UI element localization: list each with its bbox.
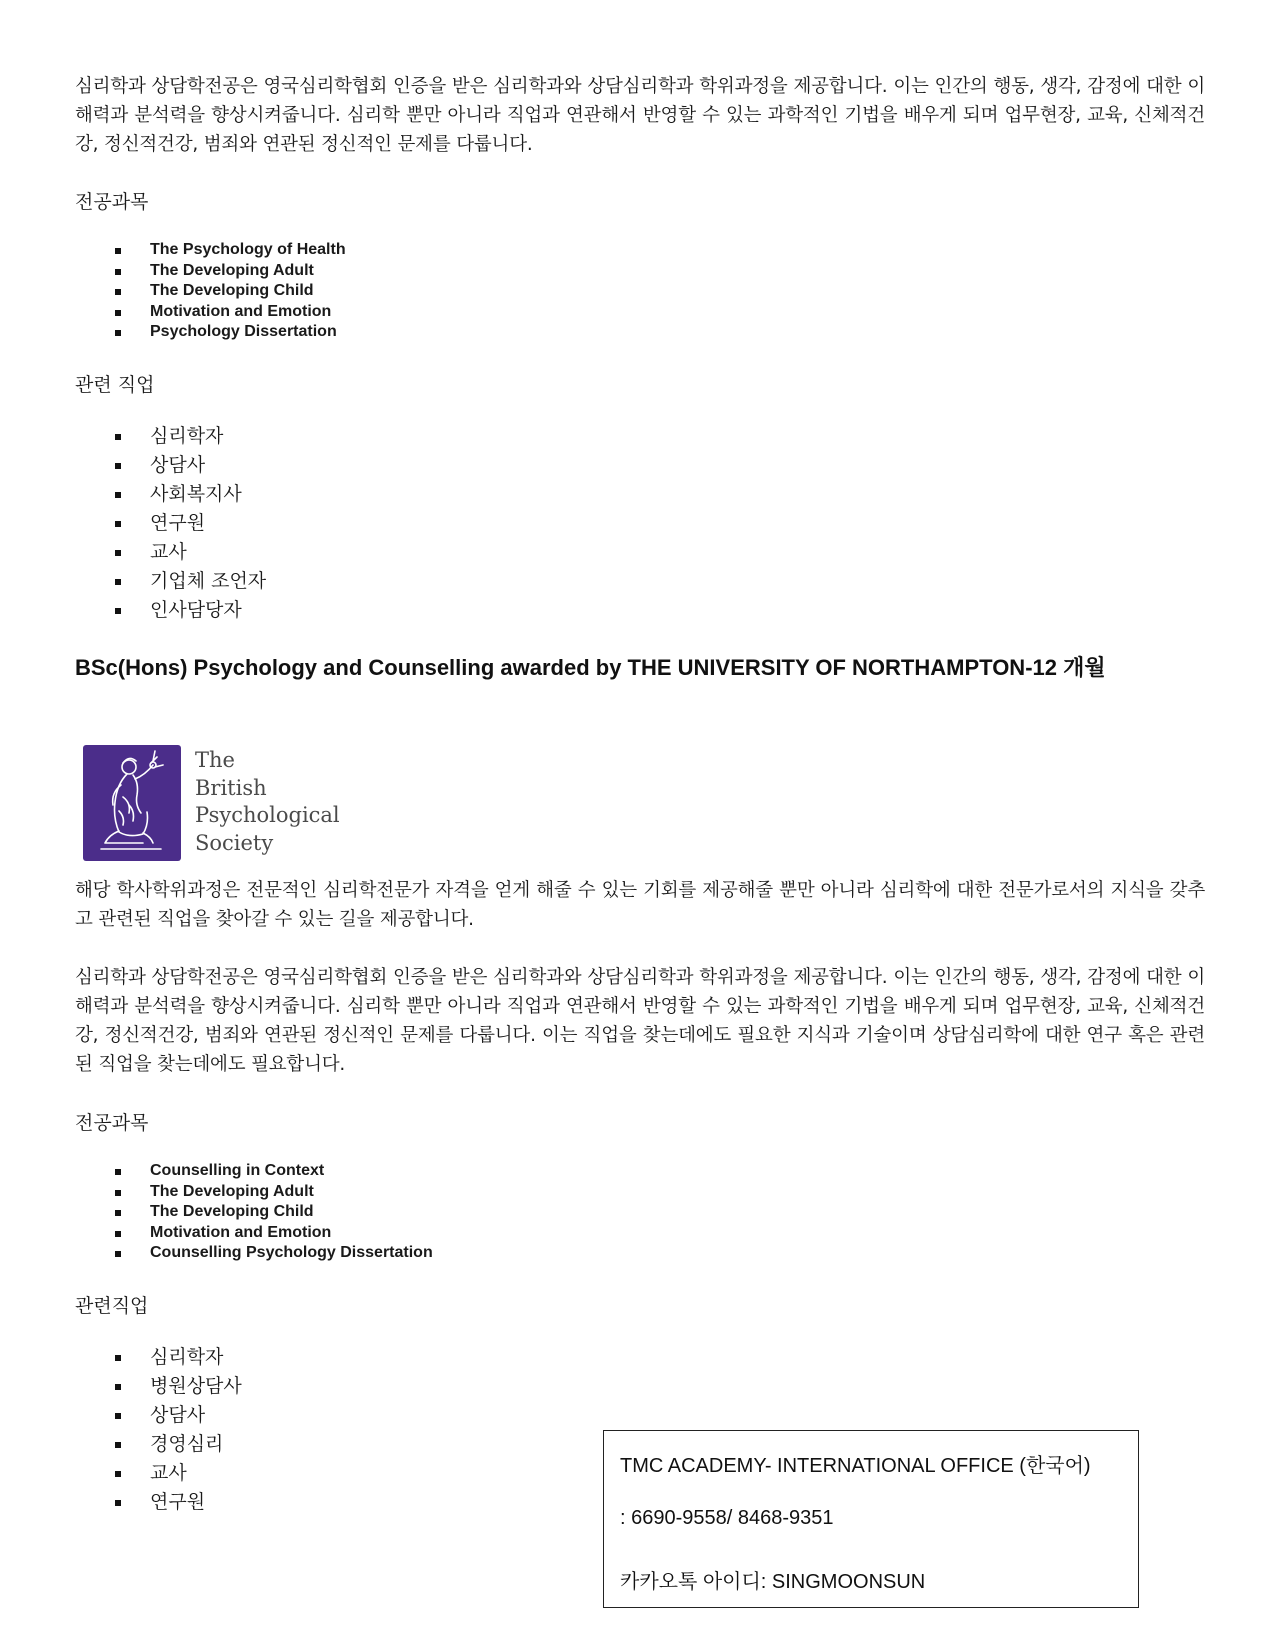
list-item: The Developing Child [75,281,1205,302]
office-name: TMC ACADEMY- INTERNATIONAL OFFICE (한국어) [620,1455,1091,1477]
list-item: Counselling Psychology Dissertation [75,1243,1205,1264]
list-item: Counselling in Context [75,1161,1205,1182]
list-item: The Developing Adult [75,1182,1205,1203]
job-list [75,422,1205,625]
list-item: 심리학자 [75,422,1205,451]
course-list [75,240,1205,343]
list-item: 연구원 [75,1488,1205,1517]
list-item: 심리학자 [75,1343,1205,1372]
list-item: 사회복지사 [75,480,1205,509]
list-item: The Developing Child [75,1202,1205,1223]
list-item: 기업체 조언자 [75,567,1205,596]
program-heading: BSc(Hons) Psychology and Counselling awarded by THE UNIVERSITY OF NORTHAMPTON-12 개월 [75,654,1106,680]
bps-logo-wordmark: The British Psychological Society [195,748,340,855]
program-paragraph: 해당 학사학위과정은 전문적인 심리학전문가 자격을 얻게 해줄 수 있는 기회를 제공해줄 뿐만 아니라 심리학에 대한 전문가로서의 지식을 갖추고 관련된 직업을 찾아갈 수 있는 길을 제공합니다. [75,879,1205,930]
list-item: 연구원 [75,509,1205,538]
list-item: 교사 [75,538,1205,567]
list-item: 상담사 [75,451,1205,480]
list-item: 상담사 [75,1401,1205,1430]
jobs-label: 관련 직업 [75,373,155,396]
intro-paragraph: 심리학과 상담학전공은 영국심리학협회 인증을 받은 심리학과와 상담심리학과 학위과정을 제공합니다. 이는 인간의 행동, 생각, 감정에 대한 이해력과 분석력을 향상시켜줍니다. 심리학 뿐만 아니라 직업과 연관해서 반영할 수 있는 과학적인 기법을 배우게 되며 업무현장, 교육, 신체적건강, 정신적건강, 범죄와 연관된 정신적인 문제를 다룹니다. [75,76,1205,155]
kakao-id: 카카오톡 아이디: SINGMOONSUN [620,1571,926,1593]
bps-emblem-icon [83,745,181,861]
list-item: Motivation and Emotion [75,302,1205,323]
courses-label: 전공과목 [75,1111,149,1134]
contact-box [603,1430,1139,1608]
list-item: Motivation and Emotion [75,1223,1205,1244]
list-item: 교사 [75,1459,1205,1488]
courses-label: 전공과목 [75,191,149,213]
phone-numbers: : 6690-9558/ 8468-9351 [620,1507,834,1529]
list-item: 인사담당자 [75,596,1205,625]
list-item: The Developing Adult [75,261,1205,282]
course-list [75,1161,1205,1264]
list-item: 경영심리 [75,1430,1205,1459]
list-item: 병원상담사 [75,1372,1205,1401]
list-item: The Psychology of Health [75,240,1205,261]
jobs-label: 관련직업 [75,1294,149,1317]
program-description: 심리학과 상담학전공은 영국심리학협회 인증을 받은 심리학과와 상담심리학과 학위과정을 제공합니다. 이는 인간의 행동, 생각, 감정에 대한 이해력과 분석력을 향상시켜줍니다. 심리학 뿐만 아니라 직업과 연관해서 반영할 수 있는 과학적인 기법을 배우게 되며 업무현장, 교육, 신체적건강, 정신적건강, 범죄와 연관된 정신적인 문제를 다룹니다. 이는 직업을 찾는데에도 필요한 지식과 기술이며 상담심리학에 대한 연구 혹은 관련된 직업을 찾는데에도 필요합니다. [75,966,1205,1075]
bps-logo [83,745,340,861]
list-item: Psychology Dissertation [75,322,1205,343]
